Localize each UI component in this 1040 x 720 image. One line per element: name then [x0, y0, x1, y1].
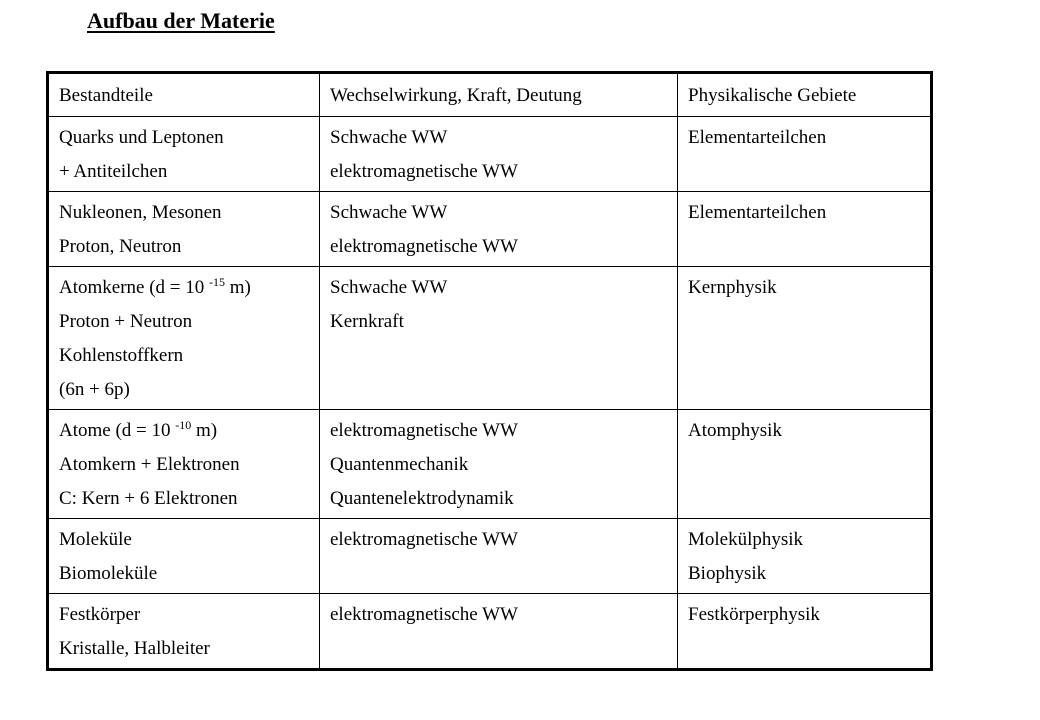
cell-line: Festkörper: [59, 604, 141, 625]
table-row: [48, 519, 932, 594]
cell-bestandteile: [48, 594, 320, 670]
cell-line: Quarks und Leptonen: [59, 127, 224, 148]
table-row: [48, 117, 932, 192]
cell-line: Atomkern + Elektronen: [59, 454, 240, 475]
cell-line: elektromagnetische WW: [330, 604, 518, 625]
exponent: -15: [209, 275, 226, 289]
cell-line: Proton, Neutron: [59, 236, 182, 257]
cell-wechselwirkung: [320, 519, 678, 594]
cell-line: + Antiteilchen: [59, 161, 168, 182]
cell-line-with-exponent: [59, 271, 309, 305]
table-row: [48, 267, 932, 410]
cell-line: elektromagnetische WW: [330, 529, 518, 550]
cell-bestandteile: [48, 519, 320, 594]
cell-line: Moleküle: [59, 529, 132, 550]
cell-line: Quantenelektrodynamik: [330, 488, 514, 509]
cell-line: Elementarteilchen: [688, 202, 827, 223]
cell-wechselwirkung: [320, 594, 678, 670]
cell-line: elektromagnetische WW: [330, 161, 518, 182]
cell-line: Proton + Neutron: [59, 311, 193, 332]
text-pre: Atomkerne (d = 10: [59, 277, 210, 298]
matter-structure-table: [46, 71, 933, 671]
cell-wechselwirkung: [320, 267, 678, 410]
cell-bestandteile: [48, 267, 320, 410]
cell-gebiete: [678, 267, 932, 410]
header-bestandteile: Bestandteile: [48, 73, 320, 117]
cell-line: Schwache WW: [330, 127, 448, 148]
header-wechselwirkung: Wechselwirkung, Kraft, Deutung: [320, 73, 678, 117]
text-post: m): [191, 420, 218, 441]
cell-line: C: Kern + 6 Elektronen: [59, 488, 238, 509]
cell-line: Schwache WW: [330, 277, 448, 298]
cell-gebiete: [678, 410, 932, 519]
cell-line: Biophysik: [688, 563, 767, 584]
cell-line: Atomphysik: [688, 420, 782, 441]
cell-bestandteile: [48, 410, 320, 519]
cell-gebiete: [678, 192, 932, 267]
cell-gebiete: [678, 594, 932, 670]
cell-line: Biomoleküle: [59, 563, 158, 584]
table-row: [48, 192, 932, 267]
cell-gebiete: [678, 519, 932, 594]
cell-line: Schwache WW: [330, 202, 448, 223]
page-title: Aufbau der Materie: [87, 8, 275, 33]
cell-line: Quantenmechanik: [330, 454, 469, 475]
text-post: m): [225, 277, 251, 298]
cell-line: Kohlenstoffkern: [59, 345, 184, 366]
text-pre: Atome (d = 10: [59, 420, 176, 441]
cell-line: Kernkraft: [330, 311, 404, 332]
exponent: -10: [175, 418, 192, 432]
cell-line: elektromagnetische WW: [330, 420, 518, 441]
table-row: [48, 594, 932, 670]
table-header-row: [48, 73, 932, 117]
cell-bestandteile: [48, 192, 320, 267]
cell-line: Nukleonen, Mesonen: [59, 202, 222, 223]
header-gebiete: Physikalische Gebiete: [678, 73, 932, 117]
cell-line: elektromagnetische WW: [330, 236, 518, 257]
table-row: [48, 410, 932, 519]
cell-line: Elementarteilchen: [688, 127, 827, 148]
cell-wechselwirkung: [320, 192, 678, 267]
cell-bestandteile: [48, 117, 320, 192]
cell-wechselwirkung: [320, 117, 678, 192]
cell-gebiete: [678, 117, 932, 192]
cell-line: Festkörperphysik: [688, 604, 820, 625]
cell-line: Kristalle, Halbleiter: [59, 638, 210, 659]
cell-wechselwirkung: [320, 410, 678, 519]
cell-line: Kernphysik: [688, 277, 777, 298]
cell-line: Molekülphysik: [688, 529, 804, 550]
cell-line: (6n + 6p): [59, 379, 130, 400]
cell-line-with-exponent: [59, 414, 309, 448]
